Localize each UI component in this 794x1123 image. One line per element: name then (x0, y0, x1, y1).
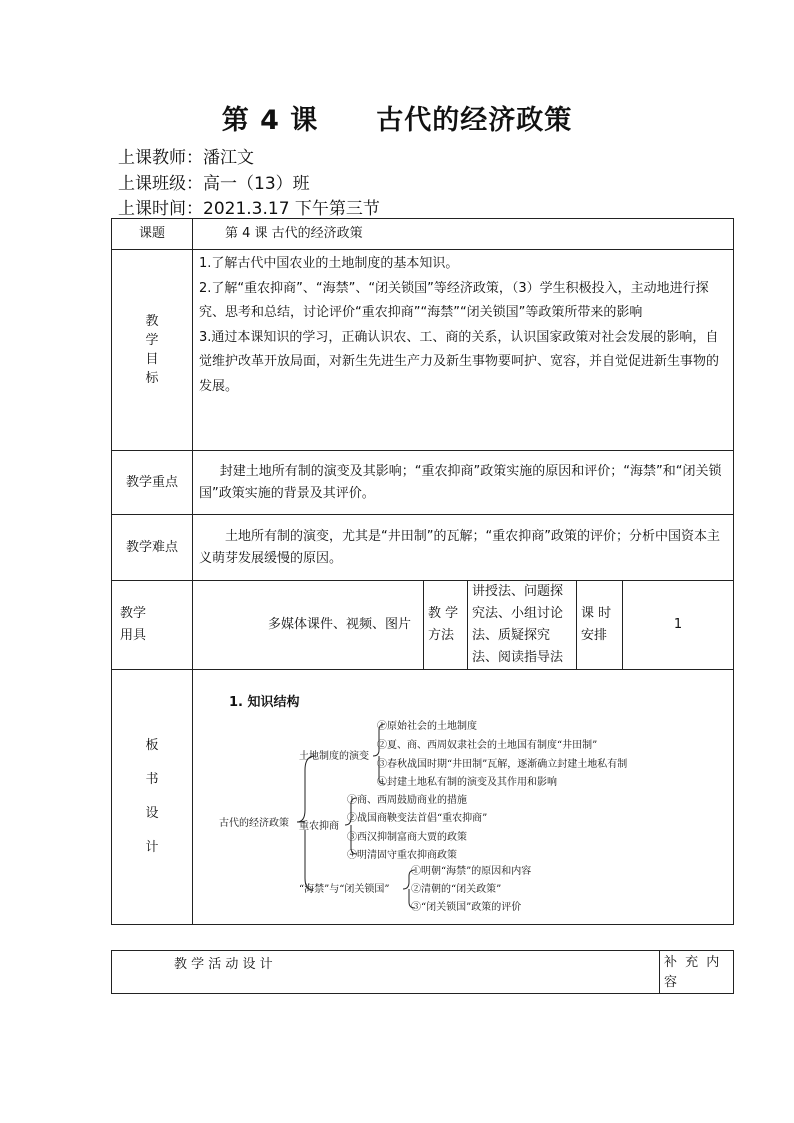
title-topic: 古代的经济政策 (376, 105, 573, 136)
land-item: ③春秋战国时期“井田制”瓦解，逐渐确立封建土地私有制 (377, 759, 628, 770)
key-points-content: 封建土地所有制的演变及其影响；“重农抑商”政策实施的原因和评价；“海禁”和“闭关锁国”政策实施的背景及其评价。 (193, 451, 734, 515)
board-heading: 1. 知识结构 (229, 695, 300, 710)
knowledge-structure-diagram (193, 670, 733, 916)
method-label: 教 学 方法 (424, 581, 468, 670)
agriculture-item: ①商、西周鼓励商业的措施 (347, 795, 467, 806)
brace-agriculture (345, 798, 357, 854)
agriculture-item: ④明清固守重农抑商政策 (347, 850, 457, 861)
method-value: 讲授法、问题探究法、小组讨论法、质疑探究法、阅读指导法 (468, 581, 577, 670)
difficulty-content: 土地所有制的演变，尤其是“井田制”的瓦解；“重农抑商”政策的评价；分析中国资本主义萌芽发展缓慢的原因。 (193, 515, 734, 581)
group-agriculture: 重农抑商 (299, 821, 339, 832)
title-lesson: 第 4 课 (221, 105, 319, 136)
goal-item: 2.了解“重农抑商”、“海禁”、“闭关锁国”等经济政策，（3）学生积极投入，主动地进行探究、思考和总结，讨论评价“重农抑商”“海禁”“闭关锁国”等政策所带来的影响 (199, 280, 709, 320)
activity-design-label: 教 学 活 动 设 计 (112, 951, 660, 994)
brace-land-system (373, 724, 385, 784)
sea-ban-item: ②清朝的“闭关政策” (411, 884, 502, 895)
supplement-label: 补 充 内 容 (660, 951, 734, 994)
time-line: 上课时间：2021.3.17 下午第三节 (118, 199, 380, 219)
goal-item: 3.通过本课知识的学习，正确认识农、工、商的关系，认识国家政策对社会发展的影响，自觉维护改革开放局面，对新生先进生产力及新生事物要呵护、宽容，并自觉促进新生事物的发展。 (199, 329, 720, 394)
sea-ban-item: ①明朝“海禁”的原因和内容 (411, 866, 532, 877)
board-design-content (193, 670, 734, 925)
group-land-system: 土地制度的演变 (299, 751, 369, 762)
hours-label: 课 时 安排 (577, 581, 623, 670)
board-design-label: 板 书 设 计 (112, 670, 193, 925)
goals-content (193, 250, 734, 451)
tools-label: 教学 用具 (112, 581, 193, 670)
group-sea-ban: “海禁”与“闭关锁国” (299, 884, 390, 895)
root-brace-bottom (305, 830, 313, 890)
tools-value: 多媒体课件、视频、图片 (193, 581, 424, 670)
key-points-label: 教学重点 (112, 451, 193, 515)
agriculture-item: ③西汉抑制富商大贾的政策 (347, 832, 467, 843)
teacher-line: 上课教师：潘江文 (118, 148, 254, 168)
land-item: ②夏、商、西周奴隶社会的土地国有制度“井田制” (377, 740, 598, 751)
lesson-plan-table (111, 218, 734, 925)
activity-table (111, 950, 734, 994)
topic-label: 课题 (112, 219, 193, 250)
sea-ban-item: ③“闭关锁国”政策的评价 (411, 902, 522, 913)
topic-value: 第 4 课 古代的经济政策 (193, 219, 734, 250)
land-item: ①原始社会的土地制度 (377, 721, 477, 732)
class-line: 上课班级：高一（13）班 (118, 174, 310, 194)
goals-label: 教 学 目 标 (112, 250, 193, 451)
goal-item: 1.了解古代中国农业的土地制度的基本知识。 (199, 256, 459, 271)
hours-value: 1 (623, 581, 734, 670)
root-brace-top (297, 756, 315, 822)
root-node: 古代的经济政策 (219, 818, 289, 829)
difficulty-label: 教学难点 (112, 515, 193, 581)
land-item: ④封建土地私有制的演变及其作用和影响 (377, 777, 557, 788)
agriculture-item: ②战国商鞅变法首倡“重农抑商” (347, 813, 488, 824)
page-title (0, 98, 794, 137)
